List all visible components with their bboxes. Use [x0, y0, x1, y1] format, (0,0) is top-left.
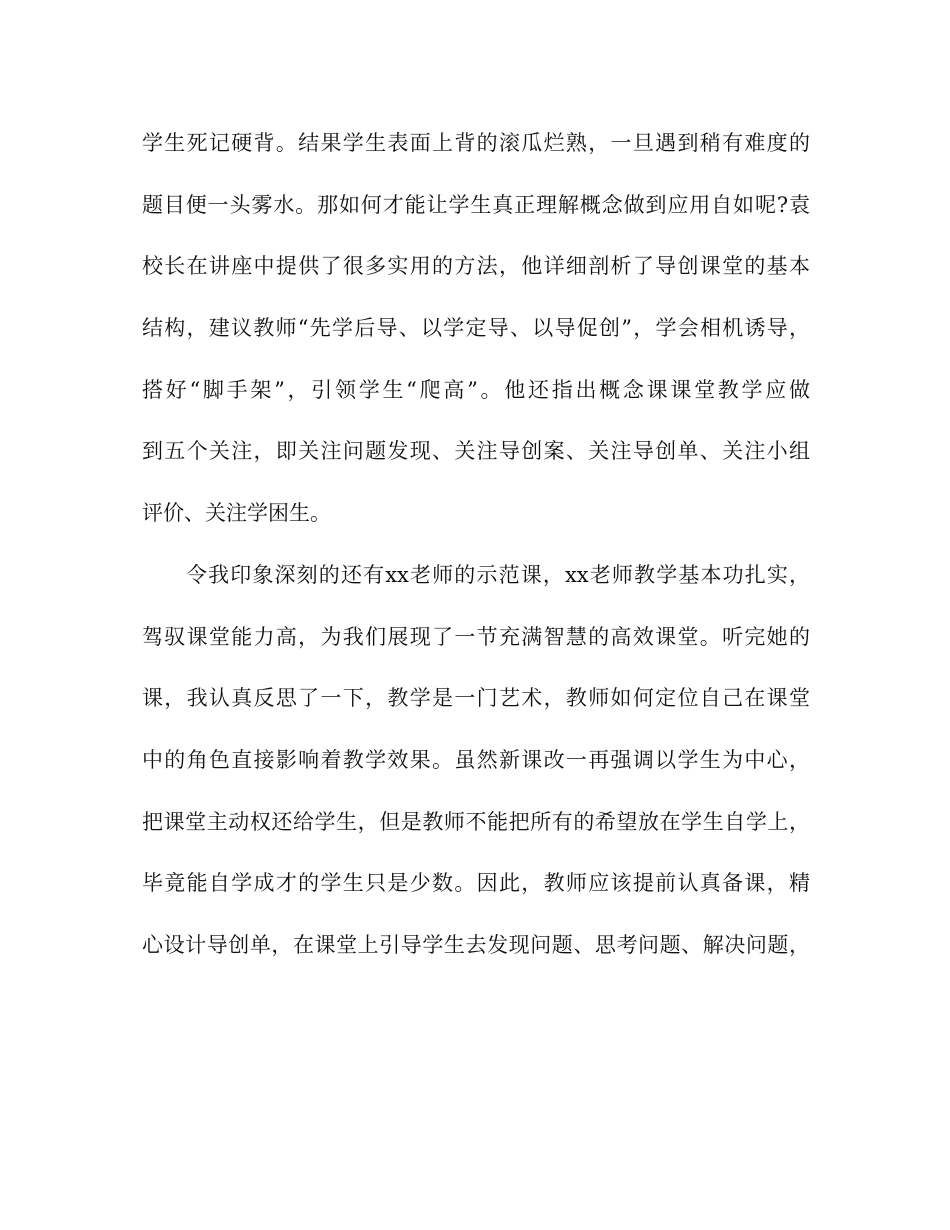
text-line-7: 评价、关注学困生。	[142, 501, 331, 526]
text-line-9: 驾驭课堂能力高，为我们展现了一节充满智慧的高效课堂。听完她的	[142, 624, 810, 649]
text-line-8: 令我印象深刻的还有xx老师的示范课，xx老师教学基本功扎实，	[186, 562, 810, 587]
text-line-14: 心设计导创单，在课堂上引导学生去发现问题、思考问题、解决问题，	[142, 932, 810, 957]
text-line-12: 把课堂主动权还给学生，但是教师不能把所有的希望放在学生自学上，	[142, 809, 810, 834]
text-line-1: 学生死记硬背。结果学生表面上背的滚瓜烂熟，一旦遇到稍有难度的	[142, 131, 810, 155]
text-line-5: 搭好“脚手架”，引领学生“爬高”。他还指出概念课课堂教学应做	[142, 377, 810, 402]
text-line-3: 校长在讲座中提供了很多实用的方法，他详细剖析了导创课堂的基本	[142, 254, 810, 279]
text-line-2: 题目便一头雾水。那如何才能让学生真正理解概念做到应用自如呢?袁	[142, 192, 810, 217]
text-line-13: 毕竟能自学成才的学生只是少数。因此，教师应该提前认真备课，精	[142, 871, 810, 896]
text-line-4: 结构，建议教师“先学后导、以学定导、以导促创”，学会相机诱导，	[142, 316, 810, 341]
text-line-10: 课，我认真反思了一下，教学是一门艺术，教师如何定位自己在课堂	[142, 686, 810, 711]
document-body	[142, 122, 810, 986]
text-line-11: 中的角色直接影响着教学效果。虽然新课改一再强调以学生为中心，	[142, 747, 810, 772]
text-line-6: 到五个关注，即关注问题发现、关注导创案、关注导创单、关注小组	[142, 439, 810, 464]
